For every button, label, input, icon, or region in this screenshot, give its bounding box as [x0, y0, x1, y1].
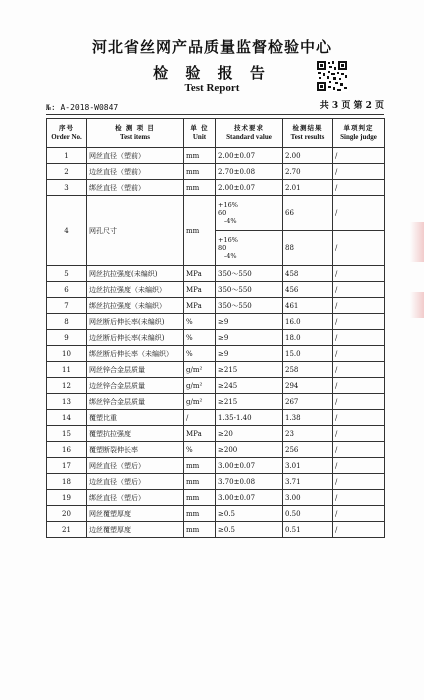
cell-item: 覆塑比重 — [87, 410, 184, 426]
col-header-unit: 单 位 Unit — [184, 119, 216, 148]
cell-standard: ≥200 — [216, 442, 283, 458]
cell-standard: 2.00±0.07 — [216, 148, 283, 164]
table-row — [47, 298, 385, 314]
cell-item: 覆塑断裂伸长率 — [87, 442, 184, 458]
cell-unit: / — [184, 410, 216, 426]
cell-judge: / — [333, 164, 385, 180]
cell-standard: ≥9 — [216, 346, 283, 362]
cell-item: 绑丝断后伸长率（未编织） — [87, 346, 184, 362]
cell-order: 5 — [47, 266, 87, 282]
cell-result: 2.70 — [283, 164, 333, 180]
cell-unit: g/m² — [184, 394, 216, 410]
table-row — [47, 394, 385, 410]
cell-standard — [216, 231, 283, 266]
cell-unit: mm — [184, 506, 216, 522]
base-value: 80 — [218, 244, 227, 252]
cell-unit: mm — [184, 474, 216, 490]
cell-unit: % — [184, 442, 216, 458]
cell-standard: 1.35-1.40 — [216, 410, 283, 426]
table-row — [47, 378, 385, 394]
cell-unit: g/m² — [184, 362, 216, 378]
cell-result: 456 — [283, 282, 333, 298]
cell-standard: 350～550 — [216, 282, 283, 298]
cell-order: 19 — [47, 490, 87, 506]
table-row — [47, 164, 385, 180]
table-row — [47, 410, 385, 426]
cell-unit: MPa — [184, 298, 216, 314]
cell-unit: mm — [184, 458, 216, 474]
cell-standard: ≥9 — [216, 330, 283, 346]
cell-item: 网丝抗拉强度(未编织) — [87, 266, 184, 282]
cell-result: 258 — [283, 362, 333, 378]
cell-judge: / — [333, 522, 385, 538]
cell-result: 458 — [283, 266, 333, 282]
cell-item: 绑丝锌合金层质量 — [87, 394, 184, 410]
cell-item: 网孔尺寸 — [87, 196, 184, 266]
cell-item: 绑丝抗拉强度（未编织） — [87, 298, 184, 314]
cell-unit: MPa — [184, 426, 216, 442]
cell-item: 边丝锌合金层质量 — [87, 378, 184, 394]
cell-standard: ≥20 — [216, 426, 283, 442]
cell-judge: / — [333, 474, 385, 490]
cell-order: 1 — [47, 148, 87, 164]
table-row — [47, 282, 385, 298]
cell-item: 边丝断后伸长率(未编织) — [87, 330, 184, 346]
cell-result: 461 — [283, 298, 333, 314]
cell-judge: / — [333, 378, 385, 394]
cell-judge: / — [333, 442, 385, 458]
cell-unit: % — [184, 314, 216, 330]
cell-order: 12 — [47, 378, 87, 394]
cell-result: 0.51 — [283, 522, 333, 538]
cell-item: 网丝断后伸长率(未编织) — [87, 314, 184, 330]
cell-unit: g/m² — [184, 378, 216, 394]
cell-result: 0.50 — [283, 506, 333, 522]
cell-order: 3 — [47, 180, 87, 196]
table-row — [47, 362, 385, 378]
table-row-mesh-a — [47, 196, 385, 231]
cell-order: 10 — [47, 346, 87, 362]
page-count: 共 3 页 第 2 页 — [319, 101, 384, 111]
tolerance-minus: -4% — [224, 252, 237, 260]
cell-result: 15.0 — [283, 346, 333, 362]
cell-standard: 2.00±0.07 — [216, 180, 283, 196]
cell-order: 15 — [47, 426, 87, 442]
cell-unit: % — [184, 346, 216, 362]
cell-judge: / — [333, 148, 385, 164]
cell-standard: ≥215 — [216, 362, 283, 378]
table-row — [47, 330, 385, 346]
cell-standard: ≥9 — [216, 314, 283, 330]
cell-result: 1.38 — [283, 410, 333, 426]
cell-unit: mm — [184, 148, 216, 164]
cell-order: 7 — [47, 298, 87, 314]
cell-unit: mm — [184, 164, 216, 180]
results-table — [46, 118, 385, 538]
cell-result: 3.71 — [283, 474, 333, 490]
cell-standard: 350～550 — [216, 298, 283, 314]
table-row — [47, 474, 385, 490]
cell-order: 13 — [47, 394, 87, 410]
table-row — [47, 148, 385, 164]
cell-result: 3.01 — [283, 458, 333, 474]
tolerance-plus: +16% — [218, 236, 238, 244]
col-header-judge: 单项判定 Single judge — [333, 119, 385, 148]
tolerance-plus: +16% — [218, 201, 238, 209]
cell-judge: / — [333, 330, 385, 346]
cell-item: 绑丝直径（塑后） — [87, 490, 184, 506]
cell-result: 256 — [283, 442, 333, 458]
cell-order: 16 — [47, 442, 87, 458]
col-header-standard: 技术要求 Standard value — [216, 119, 283, 148]
cell-result: 294 — [283, 378, 333, 394]
cell-unit: mm — [184, 490, 216, 506]
table-header-row — [47, 119, 385, 148]
cell-item: 边丝覆塑厚度 — [87, 522, 184, 538]
cell-result: 267 — [283, 394, 333, 410]
institution-name: 河北省丝网产品质量监督检验中心 — [91, 38, 332, 56]
cell-result: 88 — [283, 231, 333, 266]
cell-unit: MPa — [184, 266, 216, 282]
cell-judge: / — [333, 394, 385, 410]
cell-order: 6 — [47, 282, 87, 298]
table-row — [47, 442, 385, 458]
cell-standard: 3.00±0.07 — [216, 490, 283, 506]
base-value: 60 — [218, 209, 227, 217]
cell-standard: 2.70±0.08 — [216, 164, 283, 180]
cell-order: 14 — [47, 410, 87, 426]
table-row — [47, 180, 385, 196]
cell-standard: ≥245 — [216, 378, 283, 394]
cell-result: 18.0 — [283, 330, 333, 346]
cell-item: 网丝直径（塑后） — [87, 458, 184, 474]
cell-unit: % — [184, 330, 216, 346]
col-header-order: 序号 Order No. — [47, 119, 87, 148]
cell-result: 3.00 — [283, 490, 333, 506]
seal-stamp-fragment — [410, 222, 424, 262]
table-row — [47, 346, 385, 362]
cell-judge: / — [333, 426, 385, 442]
table-row — [47, 506, 385, 522]
cell-order: 21 — [47, 522, 87, 538]
table-row — [47, 522, 385, 538]
cell-judge: / — [333, 458, 385, 474]
cell-standard — [216, 196, 283, 231]
cell-item: 网丝锌合金层质量 — [87, 362, 184, 378]
cell-result: 2.01 — [283, 180, 333, 196]
cell-item: 网丝覆塑厚度 — [87, 506, 184, 522]
cell-order: 20 — [47, 506, 87, 522]
cell-standard: ≥0.5 — [216, 506, 283, 522]
cell-result: 66 — [283, 196, 333, 231]
cell-judge: / — [333, 282, 385, 298]
cell-item: 边丝直径（塑后） — [87, 474, 184, 490]
cell-judge: / — [333, 410, 385, 426]
cell-standard: 3.70±0.08 — [216, 474, 283, 490]
tolerance-minus: -4% — [224, 217, 237, 225]
cell-judge: / — [333, 231, 385, 266]
qr-code-icon — [316, 60, 348, 92]
cell-item: 网丝直径（塑前） — [87, 148, 184, 164]
cell-result: 16.0 — [283, 314, 333, 330]
table-row — [47, 458, 385, 474]
cell-item: 绑丝直径（塑前） — [87, 180, 184, 196]
col-header-items: 检 测 项 目 Test items — [87, 119, 184, 148]
cell-judge: / — [333, 266, 385, 282]
cell-result: 23 — [283, 426, 333, 442]
report-number: №: A-2018-W0847 — [46, 103, 119, 112]
seal-stamp-fragment — [410, 292, 424, 318]
cell-standard: 350～550 — [216, 266, 283, 282]
cell-item: 覆塑抗拉强度 — [87, 426, 184, 442]
table-row — [47, 314, 385, 330]
report-title-en: Test Report — [184, 82, 240, 94]
cell-standard: ≥215 — [216, 394, 283, 410]
cell-judge: / — [333, 314, 385, 330]
cell-unit: mm — [184, 196, 216, 266]
cell-order: 2 — [47, 164, 87, 180]
col-header-results: 检测结果 Test results — [283, 119, 333, 148]
cell-item: 边丝直径（塑前） — [87, 164, 184, 180]
cell-judge: / — [333, 180, 385, 196]
cell-judge: / — [333, 196, 385, 231]
cell-standard: ≥0.5 — [216, 522, 283, 538]
cell-order: 17 — [47, 458, 87, 474]
report-title-cn: 检 验 报 告 — [153, 64, 271, 82]
cell-judge: / — [333, 346, 385, 362]
cell-order: 4 — [47, 196, 87, 266]
table-row — [47, 266, 385, 282]
cell-judge: / — [333, 506, 385, 522]
cell-item: 边丝抗拉强度（未编织） — [87, 282, 184, 298]
cell-order: 9 — [47, 330, 87, 346]
cell-order: 11 — [47, 362, 87, 378]
table-row — [47, 490, 385, 506]
cell-standard: 3.00±0.07 — [216, 458, 283, 474]
cell-order: 18 — [47, 474, 87, 490]
table-row — [47, 426, 385, 442]
cell-judge: / — [333, 362, 385, 378]
cell-unit: mm — [184, 522, 216, 538]
cell-unit: mm — [184, 180, 216, 196]
cell-judge: / — [333, 298, 385, 314]
cell-judge: / — [333, 490, 385, 506]
cell-result: 2.00 — [283, 148, 333, 164]
header-divider — [46, 114, 384, 115]
cell-unit: MPa — [184, 282, 216, 298]
cell-order: 8 — [47, 314, 87, 330]
